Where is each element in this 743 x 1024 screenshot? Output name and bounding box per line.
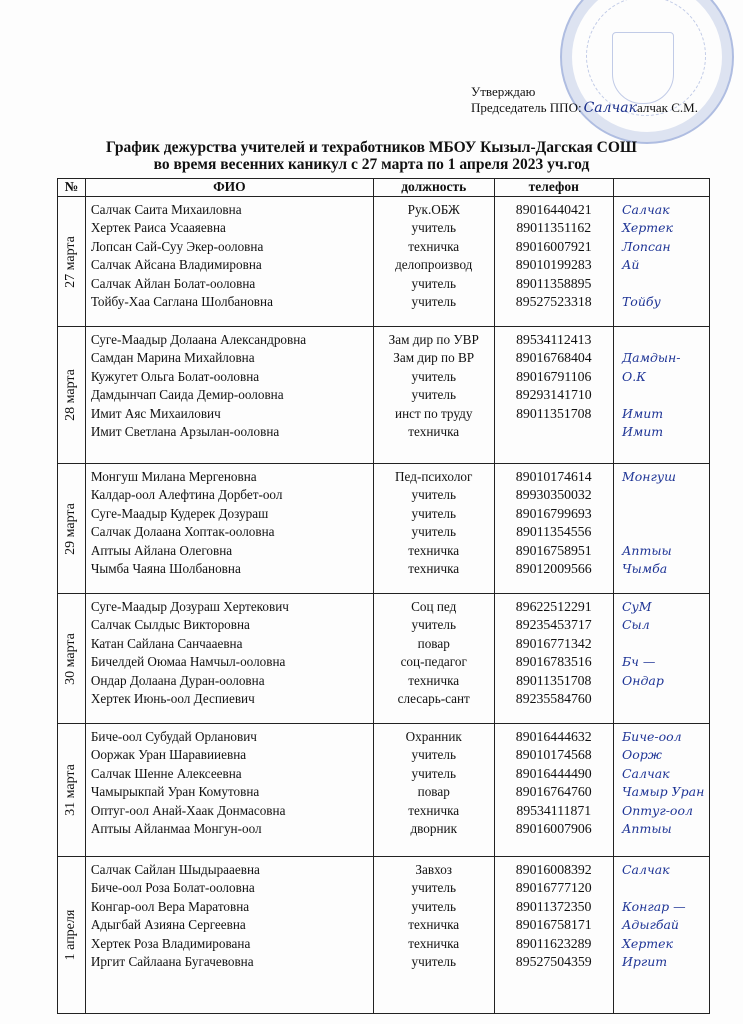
header-signature <box>613 179 709 197</box>
approval-block <box>471 84 698 116</box>
employee-signature: Биче-оол <box>621 729 682 744</box>
employee-position: техничка <box>408 917 460 933</box>
employee-name: Лопсан Сай-Суу Экер-ооловна <box>90 238 264 254</box>
employee-name: Хертек Июнь-оол Деспиевич <box>90 691 255 707</box>
header-phone: телефон <box>494 179 613 197</box>
fio-cell <box>85 464 373 594</box>
employee-signature: Салчак <box>621 862 670 877</box>
header-fio: ФИО <box>85 179 373 197</box>
header-num: № <box>58 179 86 197</box>
day-cell <box>58 857 86 1014</box>
position-cell <box>373 197 494 327</box>
employee-phone: 89011358895 <box>516 275 592 291</box>
table-header-row <box>58 179 710 197</box>
signature-cell <box>613 724 709 857</box>
employee-name: Салчак Долаана Хоптак-ооловна <box>90 524 275 540</box>
employee-position: техничка <box>408 672 460 688</box>
employee-name: Суге-Маадыр Кудерек Дозураш <box>90 505 269 521</box>
phone-cell <box>494 197 613 327</box>
employee-name: Салчак Айсана Владимировна <box>90 257 262 273</box>
employee-position: техничка <box>408 802 460 818</box>
fio-cell <box>85 594 373 724</box>
employee-position: Завхоз <box>415 862 453 877</box>
employee-name: Бичелдей Оюмаа Намчыл-ооловна <box>90 654 286 670</box>
employee-name: Чамырыкпай Уран Комутовна <box>90 784 260 800</box>
employee-position: Охранник <box>405 729 462 744</box>
employee-phone: 89016791106 <box>516 368 592 384</box>
employee-signature: Салчак <box>621 202 670 217</box>
day-group-row <box>58 197 710 327</box>
employee-signature: Монгуш <box>621 469 676 484</box>
approver-name: алчак С.М. <box>636 100 698 115</box>
employee-phone: 89016764760 <box>515 784 592 800</box>
employee-position: делопроизвод <box>395 257 473 273</box>
employee-phone: 89016783516 <box>515 654 592 670</box>
employee-phone: 89016444490 <box>515 765 592 781</box>
employee-name: Ооржак Уран Шаравииевна <box>90 747 247 763</box>
fio-cell <box>85 857 373 1014</box>
employee-name: Адыгбай Азияна Сергеевна <box>90 917 246 933</box>
employee-position: техничка <box>408 935 460 951</box>
employee-name: Биче-оол Роза Болат-ооловна <box>90 880 255 896</box>
employee-signature: Ай <box>621 257 640 273</box>
employee-position: учитель <box>411 505 456 521</box>
employee-phone: 89016771342 <box>515 635 592 651</box>
title-line-1: График дежурства учителей и техработников МБОУ Кызыл-Дагская СОШ <box>106 139 637 156</box>
employee-position: техничка <box>408 561 460 577</box>
position-cell <box>373 327 494 464</box>
employee-position: учитель <box>411 220 456 236</box>
employee-signature: Ондар <box>621 672 664 688</box>
employee-position: Пед-психолог <box>395 469 473 484</box>
employee-name: Конгар-оол Вера Маратовна <box>90 898 250 914</box>
employee-phone: 89010174614 <box>515 469 592 484</box>
employee-phone: 89016444632 <box>515 729 592 744</box>
employee-signature: Конгар — <box>621 898 686 914</box>
employee-phone: 89016768404 <box>515 350 592 366</box>
employee-name: Имит Аяс Михаилович <box>90 405 221 421</box>
phone-cell <box>494 857 613 1014</box>
employee-phone: 89235453717 <box>515 617 592 633</box>
approver-signature: Салчак <box>583 100 637 116</box>
employee-position: учитель <box>411 275 456 291</box>
employee-signature: Оорж <box>621 747 662 763</box>
day-cell <box>58 197 86 327</box>
employee-phone: 89622512291 <box>515 599 592 614</box>
employee-name: Тойбу-Хаа Саглана Шолбановна <box>90 294 273 310</box>
phone-cell <box>494 724 613 857</box>
employee-phone: 89016440421 <box>515 202 592 217</box>
employee-position: учитель <box>411 524 456 540</box>
employee-position: учитель <box>411 294 456 310</box>
employee-signature <box>622 486 705 504</box>
employee-position: соц-педагог <box>400 654 467 670</box>
position-cell <box>373 857 494 1014</box>
employee-phone: 89011351708 <box>516 405 592 421</box>
day-cell <box>58 724 86 857</box>
employee-name: Самдан Марина Михайловна <box>90 350 255 366</box>
employee-signature <box>622 690 705 708</box>
employee-signature: Салчак <box>621 765 670 781</box>
employee-name: Дамдынчап Саида Демир-ооловна <box>90 387 284 403</box>
employee-signature: Хертек <box>621 220 673 236</box>
employee-phone: 89011623289 <box>516 935 592 951</box>
employee-signature: СуМ <box>621 599 652 614</box>
employee-phone: 89016758951 <box>515 542 592 558</box>
day-cell <box>58 327 86 464</box>
day-label: 29 марта <box>63 502 79 555</box>
employee-phone: 89527504359 <box>515 954 592 970</box>
employee-signature: О.К <box>621 368 646 384</box>
employee-name: Катан Сайлана Санчааевна <box>90 635 243 651</box>
day-label: 31 марта <box>63 764 79 816</box>
day-label: 28 марта <box>63 369 79 421</box>
duty-schedule-table <box>57 178 710 1014</box>
employee-signature: Дамдын- <box>621 350 681 366</box>
employee-position: Рук.ОБЖ <box>407 202 460 217</box>
employee-phone: 89011351708 <box>516 672 592 688</box>
employee-signature <box>622 275 705 293</box>
employee-name: Имит Светлана Арзылан-ооловна <box>90 424 280 440</box>
employee-name: Салчак Шенне Алексеевна <box>90 765 242 781</box>
employee-name: Аптыы Айланмаа Монгун-оол <box>90 821 262 837</box>
signature-cell <box>613 197 709 327</box>
employee-signature: Аптыы <box>621 542 672 558</box>
phone-cell <box>494 327 613 464</box>
approver-line <box>471 100 698 116</box>
signature-cell <box>613 464 709 594</box>
employee-signature <box>622 635 705 653</box>
employee-position: техничка <box>408 424 460 440</box>
employee-phone: 89011351162 <box>516 220 592 236</box>
employee-position: учитель <box>411 898 456 914</box>
position-cell <box>373 464 494 594</box>
employee-name: Кужугет Ольга Болат-ооловна <box>90 368 260 384</box>
employee-signature <box>622 523 705 541</box>
fio-cell <box>85 724 373 857</box>
employee-name: Суге-Маадыр Долаана Александровна <box>90 332 307 347</box>
day-cell <box>58 464 86 594</box>
employee-signature: Чымба <box>621 561 668 577</box>
day-label: 30 марта <box>63 632 79 685</box>
employee-signature <box>622 505 705 523</box>
employee-phone: 89527523318 <box>515 294 592 310</box>
employee-phone: 89010199283 <box>515 257 592 273</box>
employee-position: повар <box>417 635 450 651</box>
employee-position: дворник <box>410 821 457 837</box>
employee-position: учитель <box>411 880 456 896</box>
day-label: 27 марта <box>63 235 79 288</box>
employee-position: учитель <box>411 747 456 763</box>
fio-cell <box>85 327 373 464</box>
employee-phone: 89011354556 <box>516 524 592 540</box>
employee-name: Салчак Сайлан Шыдыраaевна <box>90 862 260 877</box>
employee-position: инст по труду <box>395 405 473 421</box>
position-cell <box>373 594 494 724</box>
employee-phone: 89016007906 <box>515 821 592 837</box>
employee-phone: 89016008392 <box>515 862 592 877</box>
employee-name: Монгуш Милана Мергеновна <box>90 469 257 484</box>
employee-name: Салчак Сылдыс Викторовна <box>90 617 250 633</box>
approver-role: Председатель ППО: <box>471 100 582 115</box>
employee-name: Салчак Саита Михаиловна <box>90 202 242 217</box>
employee-position: техничка <box>408 238 460 254</box>
title-line-2: во время весенних каникул с 27 марта по 1 апреля 2023 уч.год <box>153 156 590 173</box>
employee-position: техничка <box>408 542 460 558</box>
employee-phone: 89293141710 <box>515 387 592 403</box>
employee-name: Биче-оол Субудай Орланович <box>90 729 257 744</box>
position-cell <box>373 724 494 857</box>
signature-cell <box>613 857 709 1014</box>
employee-signature <box>622 386 705 404</box>
employee-phone: 89012009566 <box>515 561 592 577</box>
employee-signature: Имит <box>621 424 664 440</box>
employee-signature: Лопсан <box>621 238 671 254</box>
employee-name: Хертек Раиса Усааяевна <box>90 220 226 236</box>
employee-phone: 89235584760 <box>515 691 592 707</box>
day-group-row <box>58 857 710 1014</box>
employee-phone: 89016758171 <box>515 917 592 933</box>
employee-name: Оптуг-оол Анай-Хаак Донмасовна <box>90 802 286 818</box>
fio-cell <box>85 197 373 327</box>
phone-cell <box>494 594 613 724</box>
day-group-row <box>58 594 710 724</box>
day-group-row <box>58 464 710 594</box>
employee-phone: 89011372350 <box>516 898 592 914</box>
employee-signature: Имит <box>621 405 664 421</box>
employee-position: учитель <box>411 954 456 970</box>
employee-signature: Аптыы <box>621 821 672 837</box>
official-stamp <box>560 0 734 144</box>
employee-phone: 89016777120 <box>515 880 592 896</box>
employee-name: Хертек Роза Владимирована <box>90 935 251 951</box>
header-position: должность <box>373 179 494 197</box>
employee-signature: Иргит <box>621 954 668 970</box>
employee-position: Соц пед <box>411 599 457 614</box>
employee-phone: 89010174568 <box>515 747 592 763</box>
employee-signature: Адыгбай <box>621 917 679 933</box>
phone-cell <box>494 464 613 594</box>
employee-name: Иргит Сайлаана Бугачевовна <box>90 954 254 970</box>
employee-position: повар <box>417 784 450 800</box>
employee-phone: 89534111871 <box>516 802 592 818</box>
signature-cell <box>613 594 709 724</box>
employee-name: Суге-Маадыр Дозураш Хертекович <box>90 599 289 614</box>
employee-signature <box>622 879 705 897</box>
employee-signature: Бч — <box>621 654 656 670</box>
table-body <box>58 197 710 1014</box>
day-group-row <box>58 724 710 857</box>
employee-name: Чымба Чаяна Шолбановна <box>90 561 241 577</box>
employee-name: Салчак Айлан Болат-ооловна <box>90 275 256 291</box>
employee-name: Калдар-оол Алефтина Дорбет-оол <box>90 487 283 503</box>
employee-position: учитель <box>411 487 456 503</box>
employee-phone: 89016799693 <box>515 505 592 521</box>
employee-signature: Тойбу <box>621 294 661 310</box>
employee-position: Зам дир по ВР <box>393 350 475 366</box>
employee-position: слесарь-сант <box>397 691 470 707</box>
employee-signature: Сыл <box>621 617 650 633</box>
document-title <box>0 139 743 173</box>
day-label: 1 апреля <box>63 909 79 961</box>
employee-position: учитель <box>411 765 456 781</box>
employee-name: Ондар Долаана Дуран-ооловна <box>90 672 265 688</box>
employee-signature: Оптуг-оол <box>621 802 693 818</box>
day-cell <box>58 594 86 724</box>
employee-position: Зам дир по УВР <box>388 332 479 347</box>
employee-name: Аптыы Айлана Олеговна <box>90 542 233 558</box>
signature-cell <box>613 327 709 464</box>
employee-signature: Чамыр Уран <box>621 784 705 800</box>
employee-phone: 89534112413 <box>516 332 592 347</box>
employee-phone: 89016007921 <box>515 238 592 254</box>
employee-phone: 89930350032 <box>515 487 592 503</box>
employee-signature: Хертек <box>621 935 673 951</box>
approval-label: Утверждаю <box>471 84 536 99</box>
employee-position: учитель <box>411 387 456 403</box>
employee-position: учитель <box>411 368 456 384</box>
employee-position: учитель <box>411 617 456 633</box>
day-group-row <box>58 327 710 464</box>
employee-signature <box>622 331 705 349</box>
